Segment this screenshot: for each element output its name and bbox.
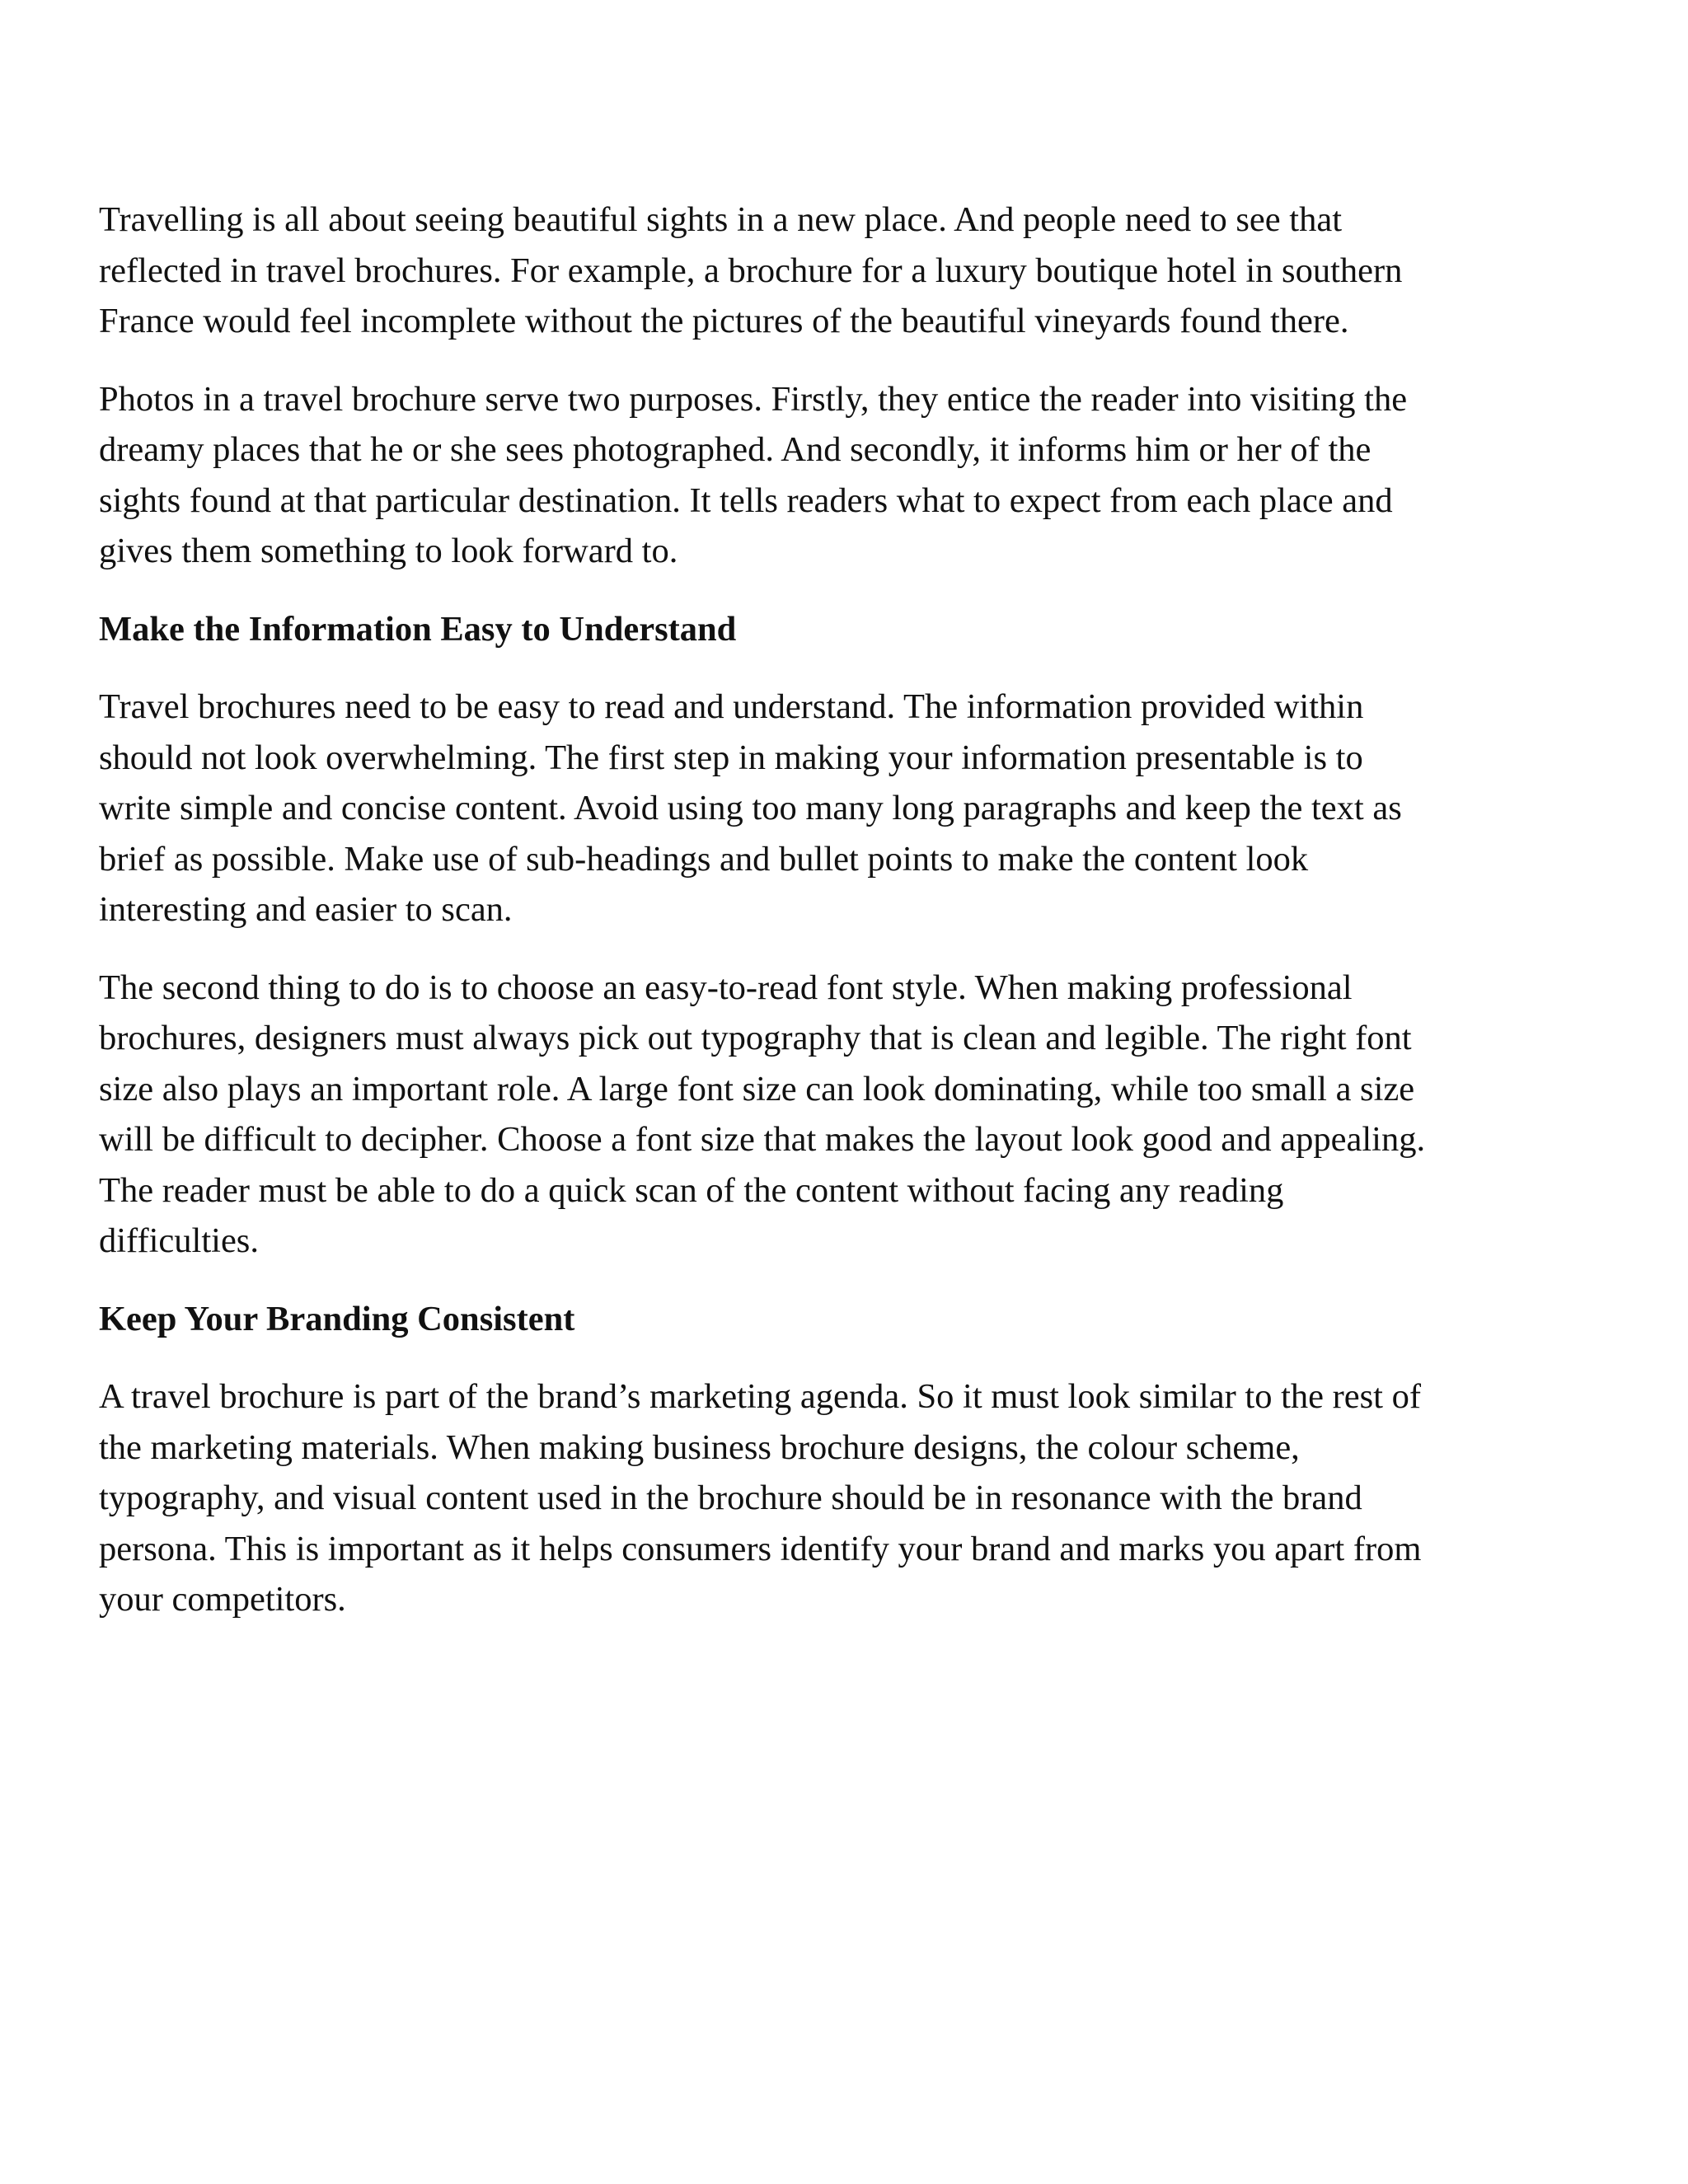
text-line: size also plays an important role. A large font size can look dominating, while too small a size <box>99 1069 1415 1108</box>
section2-paragraph-1 <box>99 1371 1574 1625</box>
text-line: France would feel incomplete without the pictures of the beautiful vineyards found there. <box>99 302 1349 340</box>
text-line: brief as possible. Make use of sub-headings and bullet points to make the content look <box>99 839 1309 879</box>
text-line: brochures, designers must always pick out typography that is clean and legible. The right font <box>99 1019 1412 1057</box>
text-line: reflected in travel brochures. For example, a brochure for a luxury boutique hotel in southern <box>99 251 1403 290</box>
text-line: should not look overwhelming. The first step in making your information presentable is to <box>99 738 1363 777</box>
text-line: interesting and easier to scan. <box>99 890 513 929</box>
text-line: write simple and concise content. Avoid using too many long paragraphs and keep the text as <box>99 789 1402 827</box>
section1-paragraph-2 <box>99 963 1574 1267</box>
intro-paragraph-2 <box>99 374 1574 577</box>
text-line: dreamy places that he or she sees photographed. And secondly, it informs him or her of the <box>99 430 1372 469</box>
text-line: Travelling is all about seeing beautiful sights in a new place. And people need to see that <box>99 200 1343 239</box>
text-line: the marketing materials. When making business brochure designs, the colour scheme, <box>99 1427 1300 1467</box>
text-line: difficulties. <box>99 1221 259 1260</box>
intro-paragraph-1 <box>99 194 1574 347</box>
text-line: Travel brochures need to be easy to read and understand. The information provided within <box>99 687 1364 726</box>
text-line: Photos in a travel brochure serve two purposes. Firstly, they entice the reader into visiting the <box>99 379 1408 419</box>
document-body <box>99 194 1574 1652</box>
text-line: persona. This is important as it helps consumers identify your brand and marks you apart from <box>99 1529 1422 1568</box>
text-line: will be difficult to decipher. Choose a font size that makes the layout look good and appealing. <box>99 1120 1426 1159</box>
text-line: gives them something to look forward to. <box>99 532 678 570</box>
section1-paragraph-1 <box>99 682 1574 935</box>
text-line: The second thing to do is to choose an easy-to-read font style. When making professional <box>99 968 1353 1007</box>
text-line: typography, and visual content used in the brochure should be in resonance with the brand <box>99 1479 1362 1517</box>
text-line: A travel brochure is part of the brand’s marketing agenda. So it must look similar to the rest of <box>99 1377 1422 1416</box>
section-heading-branding-consistent: Keep Your Branding Consistent <box>99 1299 575 1338</box>
text-line: sights found at that particular destination. It tells readers what to expect from each place and <box>99 480 1393 520</box>
text-line: your competitors. <box>99 1580 346 1619</box>
text-line: The reader must be able to do a quick scan of the content without facing any reading <box>99 1170 1284 1210</box>
section-heading-easy-to-understand: Make the Information Easy to Understand <box>99 609 737 649</box>
